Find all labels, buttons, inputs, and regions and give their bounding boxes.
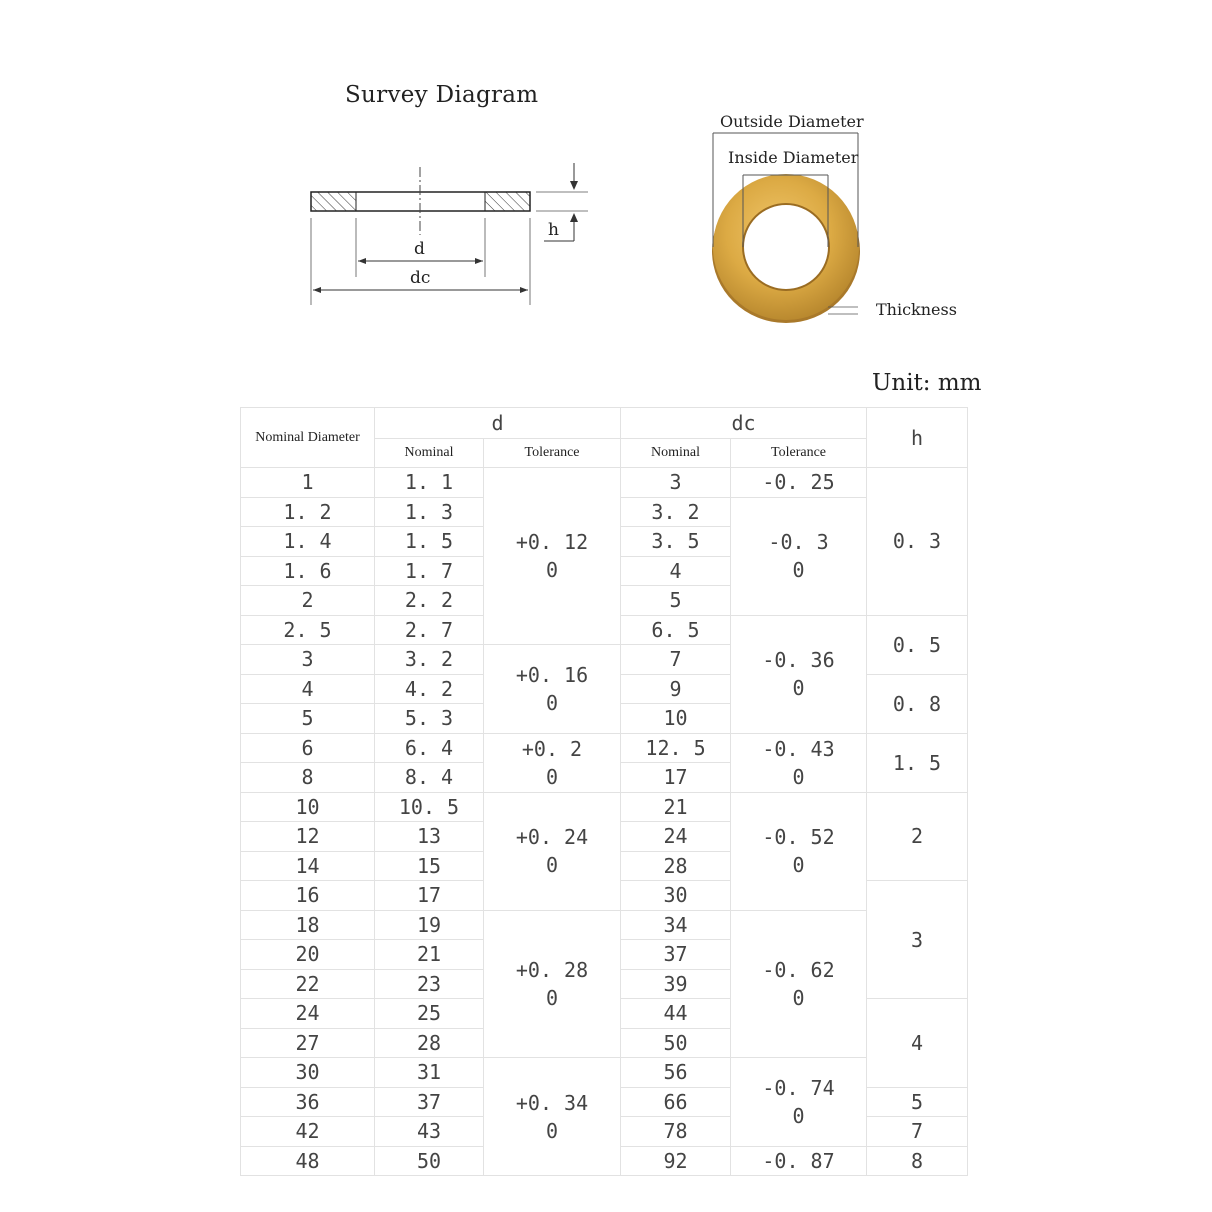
nominal-diameter-cell: 30 xyxy=(241,1058,375,1088)
nominal-diameter-cell: 8 xyxy=(241,763,375,793)
d-nominal-cell: 1. 1 xyxy=(375,468,484,498)
nominal-diameter-cell: 2 xyxy=(241,586,375,616)
table-row xyxy=(241,733,968,763)
washer-spec-table xyxy=(240,407,968,1176)
d-nominal-cell: 15 xyxy=(375,851,484,881)
header-dc-tolerance: Tolerance xyxy=(731,439,867,468)
d-tolerance-cell xyxy=(484,1058,621,1176)
tolerance-upper: +0. 24 xyxy=(515,825,589,849)
table-row xyxy=(241,1058,968,1088)
dc-nominal-cell: 92 xyxy=(621,1146,731,1176)
tolerance-lower: 0 xyxy=(792,676,805,700)
d-tolerance-cell xyxy=(484,733,621,792)
nominal-diameter-cell: 10 xyxy=(241,792,375,822)
tolerance-lower: 0 xyxy=(792,558,805,582)
inside-diameter-label: Inside Diameter xyxy=(728,148,859,167)
tolerance-upper: +0. 34 xyxy=(515,1090,589,1115)
nominal-diameter-cell: 18 xyxy=(241,910,375,940)
nominal-diameter-cell: 2. 5 xyxy=(241,615,375,645)
dc-nominal-cell: 17 xyxy=(621,763,731,793)
nominal-diameter-cell: 24 xyxy=(241,999,375,1029)
nominal-diameter-cell: 48 xyxy=(241,1146,375,1176)
outside-diameter-label: Outside Diameter xyxy=(720,112,864,131)
dc-tolerance-cell xyxy=(731,1058,867,1147)
dc-nominal-cell: 10 xyxy=(621,704,731,734)
tolerance-upper: +0. 16 xyxy=(515,662,589,687)
nominal-diameter-cell: 27 xyxy=(241,1028,375,1058)
tolerance-upper: -0. 62 xyxy=(762,957,835,982)
dc-nominal-cell: 56 xyxy=(621,1058,731,1088)
dc-nominal-cell: 78 xyxy=(621,1117,731,1147)
h-cell: 5 xyxy=(867,1087,968,1117)
h-cell: 0. 8 xyxy=(867,674,968,733)
tolerance-lower: 0 xyxy=(792,764,805,789)
dc-tolerance-cell xyxy=(731,910,867,1058)
d-nominal-cell: 28 xyxy=(375,1028,484,1058)
d-nominal-cell: 1. 7 xyxy=(375,556,484,586)
nominal-diameter-cell: 20 xyxy=(241,940,375,970)
tolerance-upper: +0. 12 xyxy=(515,530,589,554)
dc-nominal-cell: 3. 2 xyxy=(621,497,731,527)
d-nominal-cell: 3. 2 xyxy=(375,645,484,675)
table-row xyxy=(241,792,968,822)
nominal-diameter-cell: 1. 4 xyxy=(241,527,375,557)
nominal-diameter-cell: 12 xyxy=(241,822,375,852)
dc-nominal-cell: 12. 5 xyxy=(621,733,731,763)
survey-diagram-title: Survey Diagram xyxy=(345,82,539,108)
dc-label: dc xyxy=(410,268,431,288)
tolerance-upper: -0. 52 xyxy=(762,825,835,849)
nominal-diameter-cell: 36 xyxy=(241,1087,375,1117)
header-dc-nominal: Nominal xyxy=(621,439,731,468)
dc-tolerance-cell xyxy=(731,1146,867,1176)
d-nominal-cell: 8. 4 xyxy=(375,763,484,793)
nominal-diameter-cell: 42 xyxy=(241,1117,375,1147)
dc-tolerance-cell xyxy=(731,615,867,733)
nominal-diameter-cell: 3 xyxy=(241,645,375,675)
dc-nominal-cell: 5 xyxy=(621,586,731,616)
dc-nominal-cell: 39 xyxy=(621,969,731,999)
tolerance-upper: -0. 43 xyxy=(762,736,835,761)
d-tolerance-cell xyxy=(484,792,621,910)
nominal-diameter-cell: 1. 6 xyxy=(241,556,375,586)
washer-face xyxy=(713,174,859,320)
table-row xyxy=(241,468,968,498)
h-cell: 3 xyxy=(867,881,968,999)
tolerance-lower: 0 xyxy=(792,853,805,877)
h-cell: 1. 5 xyxy=(867,733,968,792)
left-hatch-section xyxy=(311,192,356,211)
tolerance-upper: +0. 28 xyxy=(515,957,589,982)
d-nominal-cell: 2. 7 xyxy=(375,615,484,645)
d-nominal-cell: 5. 3 xyxy=(375,704,484,734)
d-nominal-cell: 10. 5 xyxy=(375,792,484,822)
tolerance-upper: -0. 87 xyxy=(762,1148,835,1173)
dc-nominal-cell: 24 xyxy=(621,822,731,852)
header-d-tolerance: Tolerance xyxy=(484,439,621,468)
dc-nominal-cell: 9 xyxy=(621,674,731,704)
header-d-nominal: Nominal xyxy=(375,439,484,468)
d-nominal-cell: 1. 3 xyxy=(375,497,484,527)
d-nominal-cell: 31 xyxy=(375,1058,484,1088)
dc-nominal-cell: 6. 5 xyxy=(621,615,731,645)
dc-nominal-cell: 28 xyxy=(621,851,731,881)
nominal-diameter-cell: 14 xyxy=(241,851,375,881)
tolerance-lower: 0 xyxy=(545,985,559,1010)
d-nominal-cell: 50 xyxy=(375,1146,484,1176)
d-tolerance-cell xyxy=(484,645,621,734)
header-dc: dc xyxy=(621,408,867,439)
d-nominal-cell: 1. 5 xyxy=(375,527,484,557)
dc-nominal-cell: 21 xyxy=(621,792,731,822)
tolerance-lower: 0 xyxy=(792,1103,805,1128)
dc-nominal-cell: 3 xyxy=(621,468,731,498)
dc-nominal-cell: 66 xyxy=(621,1087,731,1117)
tolerance-upper: -0. 74 xyxy=(762,1075,835,1100)
nominal-diameter-cell: 1 xyxy=(241,468,375,498)
dc-tolerance-cell xyxy=(731,733,867,792)
nominal-diameter-cell: 4 xyxy=(241,674,375,704)
right-hatch-section xyxy=(485,192,530,211)
nominal-diameter-cell: 1. 2 xyxy=(241,497,375,527)
d-nominal-cell: 43 xyxy=(375,1117,484,1147)
table-body xyxy=(241,468,968,1176)
tolerance-upper: -0. 36 xyxy=(762,648,835,672)
d-nominal-cell: 21 xyxy=(375,940,484,970)
dc-nominal-cell: 50 xyxy=(621,1028,731,1058)
d-nominal-cell: 19 xyxy=(375,910,484,940)
tolerance-lower: 0 xyxy=(545,853,559,877)
tolerance-upper: -0. 3 xyxy=(768,530,829,554)
dc-tolerance-cell xyxy=(731,468,867,498)
dc-nominal-cell: 3. 5 xyxy=(621,527,731,557)
nominal-diameter-cell: 5 xyxy=(241,704,375,734)
d-nominal-cell: 4. 2 xyxy=(375,674,484,704)
tolerance-upper: -0. 25 xyxy=(762,470,835,495)
d-nominal-cell: 23 xyxy=(375,969,484,999)
d-nominal-cell: 17 xyxy=(375,881,484,911)
dc-nominal-cell: 44 xyxy=(621,999,731,1029)
nominal-diameter-cell: 22 xyxy=(241,969,375,999)
d-nominal-cell: 13 xyxy=(375,822,484,852)
dc-nominal-cell: 4 xyxy=(621,556,731,586)
h-cell: 7 xyxy=(867,1117,968,1147)
d-tolerance-cell xyxy=(484,910,621,1058)
d-nominal-cell: 25 xyxy=(375,999,484,1029)
brass-washer-photo xyxy=(700,105,970,330)
d-nominal-cell: 2. 2 xyxy=(375,586,484,616)
header-h: h xyxy=(867,408,968,468)
dc-nominal-cell: 7 xyxy=(621,645,731,675)
dc-nominal-cell: 30 xyxy=(621,881,731,911)
tolerance-lower: 0 xyxy=(545,690,559,715)
h-cell: 0. 5 xyxy=(867,615,968,674)
nominal-diameter-cell: 6 xyxy=(241,733,375,763)
h-cell: 2 xyxy=(867,792,968,881)
dc-tolerance-cell xyxy=(731,792,867,910)
washer-cross-section-diagram xyxy=(300,155,600,315)
tolerance-lower: 0 xyxy=(545,1118,559,1143)
table-row xyxy=(241,910,968,940)
tolerance-lower: 0 xyxy=(792,985,805,1010)
h-cell: 0. 3 xyxy=(867,468,968,616)
d-label: d xyxy=(414,239,425,259)
nominal-diameter-cell: 16 xyxy=(241,881,375,911)
tolerance-lower: 0 xyxy=(545,764,559,789)
h-label: h xyxy=(548,220,559,240)
dc-tolerance-cell xyxy=(731,497,867,615)
dc-nominal-cell: 37 xyxy=(621,940,731,970)
d-tolerance-cell xyxy=(484,468,621,645)
header-nominal-diameter: Nominal Diameter xyxy=(241,408,375,468)
dc-nominal-cell: 34 xyxy=(621,910,731,940)
tolerance-upper: +0. 2 xyxy=(521,736,583,761)
unit-label: Unit: mm xyxy=(872,370,982,396)
h-cell: 8 xyxy=(867,1146,968,1176)
tolerance-lower: 0 xyxy=(545,558,559,582)
thickness-label: Thickness xyxy=(876,300,957,319)
header-d: d xyxy=(375,408,621,439)
h-cell: 4 xyxy=(867,999,968,1088)
d-nominal-cell: 37 xyxy=(375,1087,484,1117)
d-nominal-cell: 6. 4 xyxy=(375,733,484,763)
